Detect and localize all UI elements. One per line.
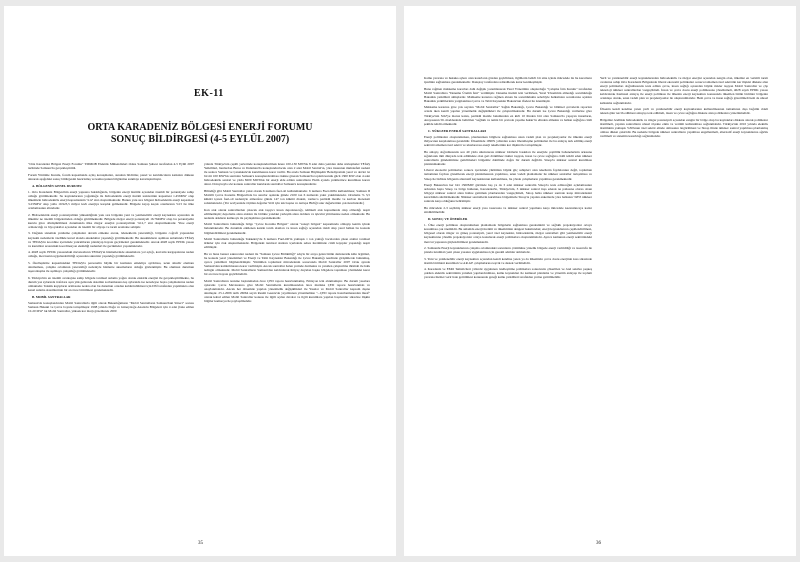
page-number: 36 (596, 541, 601, 546)
right-page-column-2 (600, 76, 768, 538)
paragraph: 4. Karadeniz ve EMO Temsilcileri yıllardır uygulanan özelleştirme politikaları sonucunda çökertilen ve özel sektöre peşkeş çekilen elektrik sektörünün yeniden yapılandırılması, kamu kaynakları ile kamusal planlama ve yönetim anlayışı ile toplum yararına hizmet verir hale getirilmesi konusunda gereği kamu yetkilileri tarafından yerine getirilmelidir. (424, 267, 592, 280)
paragraph: "Orta Karadeniz Bölgesi Enerji Forumu" TMMOB Elektrik Mühendisleri Odası Samsun Şubesi tarafından 4-5 Eylül 2007 tarihinde Samsun'da gerçekleştirildi. (28, 162, 194, 171)
paragraph: Mobil Santrallerin bulunduğu Tekkeköy'de 6 numara Fuel-Oil'in yaklaşık 1 ton yaktığı bacalardan çıkan atıklar tarımsal ürünler için risk oluşturmaktadır. Bölgedeki tarımsal alanları içerisinde sebze üretiminde ciddi kayıplar yaşandığı tespit edilmiştir. (204, 237, 370, 250)
paragraph: Samsun'da konuşlandırılan Mobil Santrallarla ilgili olarak Bakanlığımızın "Mobil Santralların Samsun'daki Süreci" sorusu Samsun Hakuki ve Çevre boyutu tartışılmıştır 1998 yılında Doğu ve Güneydoğu Anadolu Bölgeleri için 4 adet (bakı edilen 10-20 MW' lık Mobil Santrallar, yüksek kar marjı gözetilerek 2000 (28, 300, 194, 314)
paragraph: Bu ve buna benzer sakıncaları nedeni ile "Samsun Çevre Birliktiliği" adıyla bir araya gelen bütün demokratik kitle örgütleri, bu konuda yerel yönetimleri ve Enerji ve Tabii Kaynaklar Bakanlığı ile Çevre Bakanlığı nezdinde girişimlerde bulunmuş, ayrıca yetkilileri bilgilendirmiştir. Yürütülen toplumsal mücadelenin sonucunda Mobil Santrallar 2007 Ocak ayında Samsun'dan kaldırılmasına karar verilmiştir. Ancak santrallar halen yerinde durmakta ve yeniden çalıştırılma ihtimali ile halk tedirgin olmaktadır. Mobil Santralların Samsun'dan kaldırılarak ihtiyaç duyulan başka bölgelere taşınması yönündeki karar bir an önce hayata geçirilmelidir. (204, 251, 370, 277)
left-page-column-2 (204, 162, 370, 536)
paragraph: Forum Yürütme Kurulu, forum kapsamında açılış konuşmaları, sunulan bildiriler, panel ve katılımcıların katkıları dikkate alınarak aşağıdaki sonuç bildirgesini hazırlamış ve kamuoyunun bilgilerine sunmayı kararlaştırmıştır. (28, 172, 194, 181)
right-page-column-1 (424, 76, 592, 538)
left-page-column-1 (28, 162, 194, 536)
paragraph: 1. Ülke enerji politikası oluşturulurken planlamada bölgelerin sağlanması gereksinimi ve sağlıklı projeksiyonlar ortaya konulması çok önemlidir. Bu anlamda enerji üretimi ve tüketiminin dengesi bakımından; enerji kaynaklarının çeşitlendirilmesi, bölgesel olarak rüzgar ve güneş potansiyeli, yerel özel kaynaklar, hidroelektrik, rüzgar santralleri gibi yenilenebilir enerji kaynaklarına yönelik projeksiyonlar ortaya konularak enerji politikaları oluşturulmalıdır. Ayrıca kamunun enerji sektöründeki mevcut yapısının güçlendirilmesi gerekmektedir. (424, 223, 592, 244)
paragraph: Bilindiği gibi Mobil Santrallar yakıt olarak 6 numara fuel-oil kullanmaktadır. 6 numara Fuel-Oil'in kullanılması; Samsun II Mobilli Çevre Koruma Bölgesi'nde bu sınırlar aşılarak günde 2100 ton 6 numaralı yakıt yakılmaktadır. Ortalama % 3,5 kükürt içeren fuel-oil nedeniyle atmosfere günde 147 ton kükürt dioksit, tonlarca partikül madde ve karbon monoksit salınmaktadır. (Yer seviyesinde ölçülen değerler SO2 için tek başına ve Avrupa Birliği sınır değerlerinin çok üzerindedir.) (204, 188, 370, 206)
paragraph: Mobil Santralların bulunduğu bölge "Çevre Koruma Bölgesi" olarak "sanayi bölgesi" kapsamında olmayıp kentin içinde bulunmaktadır. Bu durumda etkilenen kentin tarım alanları ve insan sağlığı açısından riskli olup yerel halkın bu konuda bilgilendirilmesi gerekmektedir. (204, 222, 370, 235)
paragraph: Mobil Santralların tesisine başlanmadan önce ÇED raporu hazırlanmamış, Emisyon izni alınmamıştır. Bu durum yasalara aykırıdır. Çevre Mevzuatına göre Mobil Santrallerin kurulmasından önce mutlaka ÇED raporu hazırlanmalı ve onaylanmalıdır. Ancak her dönemde yapılan yönetmelik değişiklikleri ile Yasalar ve Mobil Santrallar kapsam dışına alınmıştır. 25.1.2006 tarih 26064 sayılı Resmi Gazete'de yayımlanan yönetmelikte "...ÇED raporu hazırlanmasından muaf" olarak kabul edilen Mobil Santraller konusu ile ilgili açılan davalar ve ilgili kurumlara yapılan başvurular sürecine ilişkin bilgiler kamuoyu ile paylaşılmalıdır. (204, 278, 370, 304)
section-heading: B. MOBİL SANTRALLAR (32, 294, 71, 299)
paragraph: Bu mücadele 2-3 seçilmiş nükleer enerji yasa tasarısına ve nükleer santral yapımına karşı mücadele kazanılıncaya kadar sürdürülmelidir. (424, 205, 592, 214)
paragraph: Yerli ve yenilenebilir enerji kaynaklarından hidroelektrik ve rüzgar enerjisi açısından zengin olan, ülkemiz en verimli tarım ovalarına sahip Orta Karadeniz Bölgesinde liberal ekonomi politikaları sonucu tamamen özel sektörün kar ilişkisi dikkate alan enerji politikaları doğrultusunda tesis edilen çevre, insan sağlığı açısından büyük riskler taşıyan Mobil Santrallar ve çöp teknoloji nükleer santrallardan vazgeçilmeli. İnsan ve çevre dostu enerji politikasına yönelinmeli, 4628 sayılı EPDK yasası kaldırılarak Kamusal anlayış ile enerji politikası ile ülkenin enerji kaynakları konusunda tüketilen bütün birimler bölgenin ortaklaşa olarak, uzun vadeli plan ve projeksiyonlar ile oluşturulmalıdır. Hem çevre ve insan sağlığı gözetilmeli hem de ulusal kalkınma sağlanmalıdır. (600, 76, 768, 105)
paragraph: yılında Türkiye'nin çeşitli yerlerinde konuşlandırılmak üzere 100-130 MW'lık 8 adet daha yeniden daha sözleşmeler TEİAŞ Yetkilileri, bunlardan Bursa ve Dalaman'da konuşlandırılacak olan 2 adet Mobil Santral'ın, yöre insanının muhalefeti nedeni ile sadece Samsun ve Çanakkale'de kurulmasına karar verilir. Bu arada Samsun Büyükşehir Belediyesinin yerel ve devlet öz bir mi 100 MW'lık santralın Samsun'a konuşlandırılması riskine girerek Samsun'da toplam kurulu gücü 1300 MW olan 4 adet hidroelektrik santral ve yılda 8200 MWh'lık bir enerji elde edilen santralların Ekim ayında yetkilerince kurulması kararı alınır. Dolayısıyla söz konusu santrallar kurularak santrallar Samsun'a konuşlandırılır. (204, 162, 370, 187)
paragraph: 6. Türkiye'nin en önemli avantajına sahip bölgede tarımsal sulama yoğun olarak elektrik enerjisi ile gerçekleştirilmekte, bu durum yaz aylarında trafolara aşırı yük getirerek sistemin zorlanmasına kış aylarında ise neredeyse boşta çalışmalarına neden olmaktadır. Teknik kayıpların artmasına neden olan bu durumun ortadan kaldırılabilmesi için DSİ tarafından yapılmakta olan kanal sulama sistemlerinin bir an önce bitirilmesi gerekmektedir. (28, 275, 194, 292)
paragraph: Liberal ekonomi politikaları sonucu içerisinde yürütülen büyük güç sahipleri olan tekellerin faydalarının değil, toplumun tamamının faydası gözetilerek enerji planlamasının yapılması, uzun vadeli planlamalar ile nükleer santraller tartışılması ve Sinop ile birlikte bölgenin alternatif kaynaklarının kullanılması, bu yönde çalışmaların yapılması gerekmektedir. (424, 168, 592, 181)
document-title (24, 122, 376, 146)
paragraph: Buna rağmen mahkeme kararları dahi değişik yorumlanarak Yerel Yönetimin oluşturduğu "Çalışma İzin Kurulu" tarafından Mobil Santrallara "Deneme Üretim İzni" verilmiştir. Deneme üretim izni verilirken, Yerel Yönetimin almadığı sorumluluğu Bakanlık yetkilileri almışlardır. Mahkeme kararına rağmen alınan bu sorumlulukla sebebiyle halkımızın sorunlarına açıkları Bakanlık yetkililerinin yargılanması Çevre ve Tabii Kaynaklar Bakanı'nın ifadesi ile istenmiştir. (424, 86, 592, 103)
left-page (4, 6, 396, 556)
paragraph: Enerji Bakanı'nın her biri 1500MW gücünde beş ya da 3 adet nükleer santralin Sinop'ta tesis edileceğini açıklamasının ardından başta Sinop ve bölge halkının, Karadeniz'in, Türkiye'nin, 3 nükleer santral inşa ederek ne pahasına olursa olsun bölgeyi nükleer santral alanı haline getirmek planlarından vazgeçilmeli, Sinop halkı nükleer santrale karşı mücadelesini kararlılıkla sürdürmektedir. Nükleer santrallerin kurulması bölgemizde Sinop'ta yapılan anketlerde yöre halkının %85'i nükleer santrale karşı olduğunu belirtmiştir. (424, 183, 592, 204)
title-line-2: SONUÇ BİLDİRGESİ (4-5 EYLÜL 2007) (110, 134, 290, 145)
right-page (404, 6, 796, 556)
section-heading: C. NÜKLEER ENERJİ SANTRALLARI (428, 128, 487, 133)
paragraph: Katı atık olarak santrallerden çıkacak atık taşıyıcı insan depolanacağı, tehlikeli atık kapsamında olup olmadığı tespit edilmemiştir; depolama alanı atıkları ile birlikte yandaki yerleşim alanı dolduru ve işlevini yitirmesine neden olmaktadır. Bu nedenle atıkların kamuoyu ile paylaşılması gerekmektedir. (204, 207, 370, 220)
title-line-1: ORTA KARADENİZ BÖLGESİ ENERJİ FORUMU (87, 122, 313, 133)
paragraph: 3. Yeni ve yenilenebilir enerji kaynakları açısından kendi kendine yeten ya da ülkemizin çevre dostu enerjinin kısa süresinde üretim birimleri kurulmalı ve AR-GE çalışmalarına teşvik ve destek verilmelidir. (424, 256, 592, 265)
paragraph: 5. Özelleştirme kapsamındaki TEDAŞ'ta personelin büyük bir kısmının emekliye ayrılması, uzun süredir elemanı alınmaması, çalışma ortamının yetersizliği nedeniyle hizmette aksamaların olduğu gözlenmiştir. Bu olumsuz durumun taşeronlaşma ile aşılmaya çalışıldığı görülmektedir. (28, 260, 194, 274)
paragraph: 2. Hidroelektrik enerji potansiyelinin yüksekliğinin yanı sıra bölgenin yeni ve yenilenebilir enerji kaynakları açısından da ülkemiz ne önemli bölgelerinden olduğu görülmektedir. Bölgede rüzgar enerji potansiyeli 16.764MW olup bu potansiyelin kurulu güce dönüştürülmesi durumunda ülke rüzgar enerjisi potansiyelinin %12,7 sini oluşturmaktadır. Yine enerji ormancılığı ve biyoyakıtlar açısından da önemli bir altyapı ve tarım arazisine sahiptir. (28, 212, 194, 229)
paragraph: Kamu yararına ve hukuka aykırı olan kararların gözden geçirilmesi, ilgililerin belirli bir süre içinde mücadele ile bu kararların iptalinin sağlanması gerekmektedir. Danıştay tarafından reddedilerek karar kesinleşmiştir. (424, 76, 592, 85)
paragraph: 4. 4628 sayılı EPDK yasasındaki mevzuatların TEDAŞ'ın hizmetlerinde aksamalara yol açtığı, kavramı kargaşalarına neden olduğu, mevzuatın uygulanabilirliği açısından sıkıntılar yaşandığı görülmektedir. (28, 250, 194, 259)
page-number: 35 (198, 541, 203, 546)
paragraph: 3. Dağınık sistemde yenileme çalışmaları devam etmekte ancak, ödeneklerin yetersizliği, bölgenin coğrafi yapısından kaynaklı nedenlerle özellikle kırsal alanda aksaklıklar yaşandığı görülmektedir. Bu aksaklıkların aşılması anlamında TEİAŞ ve TEDAŞ'ın koordine içerisinde yatırımlarını planlayıp hayata geçirmeleri gerekmektedir. Ancak 4628 sayılı EPDK yasası ve kurumlar arasındaki koordinasyon eksikliği nedenleri ile gecikmeler yaşanmaktadır. (28, 231, 194, 248)
paragraph: 2. Samsunlu Enerji kaynaklarının çalışma ortamındaki sorunların çözümüne yönelik bölgede enerji verimliliği ve tasarrufu ile planda tutulmalı yeni çıkan yasanın uygulanması için gerekli adımlar atılmalıdır. (424, 246, 592, 255)
paragraph: Bu anlayış doğrultusunda son 40 yılda uluslararası nükleer lobilerin baskıları ile enerjide çeşitlilik bahanelerinin arkasına sığınılarak tüm dünyada terk edilmekte olan geri dönülmez riskler taşıyan, insan ve çevre sağlığına ciddi tehdit eden nükleer santrallerin gündemimize getirilmeleri bölgemiz dahilinde doğru bir durum değildir. Sinop'ta nükleer santral kurulması planlanmaktadır. (424, 149, 592, 166)
paragraph: 1. Orta Karadeniz Bölgesi'nin enerji yapısına bakıldığında, bölgenin enerji üretimi açısından önemli bir potansiyele sahip olduğu görülmektedir. Su kaynaklarının yoğunluğu ile hidroelektrik enerji üretim tesislerinin kapasitesi 1.456MW olup ülkemizin hidroelektrik enerji kapasitesinin %12' sini oluşturmaktadır. Bunun yanı sıra bölgeni hidroelektrik enerji kapasitesi 3.235MW olup yılda 10.923,5 milyar kwh enerjiye karşılık gelmektedir. Bölgede kayıp kaçak oranlarının %15 ile ülke ortalamasının altındadır. (28, 189, 194, 211)
paragraph: Mahkeme kararına göre yok sayılan "Mobil Santrallar" Sağlık Bakanlığı, Çevre Bakanlığı ve bilimsel çevrelerin raporları ortada iken kentli yapılan yönetmelik değişiklikleri ile çalıştırılmaktadır. Bu durum ise Çevre Bakanlığı verilerine göre Türkiye'nin SO2'ye maruz kalan, partikül madde bakımından en kirli 10 ilinden biri olan Samsun'da yaşayan insanların, Anayasanın 56. maddesinde belirtilen "sağlıklı ve temiz bir çevrede yaşama hakkı"nı elinden almakta ve halkın sağlığını ciddi şekilde tehdit etmektedir. (424, 105, 592, 126)
section-heading: A. BÖLGENİN GENEL DURUMU (32, 183, 82, 188)
section-heading: D. SONUÇ VE ÖNERİLER (428, 217, 468, 222)
paragraph: Enerji politikaları oluşturulurken, planlanırken bilgilere sağlanması uzun vadeli plan ve projeksiyonlar ile ülkenin enerji ihtiyacının karşılanması gereklidir. Ülkemizde 1990'lı yıllardan sonra liberalleşme politikaları ile bu anlayış terk edilmiş enerji sektörü tamamen özel sektör ve uluslararası enerji tekellerinin kar ilişkisi ile tartışılmıştır. (424, 134, 592, 148)
paragraph: Bölgemiz özellikle hidroelektrik ve rüzgar potansiyeli açısından zengin bir bölge olup bu kaynakları dikkate alacak politikalar üretilmeli, yapılan santralların ulusal ölçekte etkin ve verimli kullanılması sağlanmalıdır. Türkiye'nin 2010 yılında elektrik üretiminin yaklaşık %30'unun özel sektör elinde olmasının öngörülmesi ve Sinop ilinde nükleer santral yapılması planlanmış olması dikkat çekicidir. Bu nedenle bölgede nükleer santralların yapılması engellenmeli, alternatif enerji kaynaklarına ağırlık verilmeli ve sistemin kararlılığı sağlanmalıdır. (600, 117, 768, 138)
document-code: EK-11 (194, 88, 224, 99)
paragraph: Ülkenin kendi kendine yeten yerli ve yenilenebilir enerji kaynaklarının kullanılmasının tamamının dışa bağımlı riskli teknolojiler tercih edilmesi anlayışı terk edilmeli, insan ve çevre sağlığını dikkate alan politikalara yönelinmelidir. (600, 107, 768, 116)
